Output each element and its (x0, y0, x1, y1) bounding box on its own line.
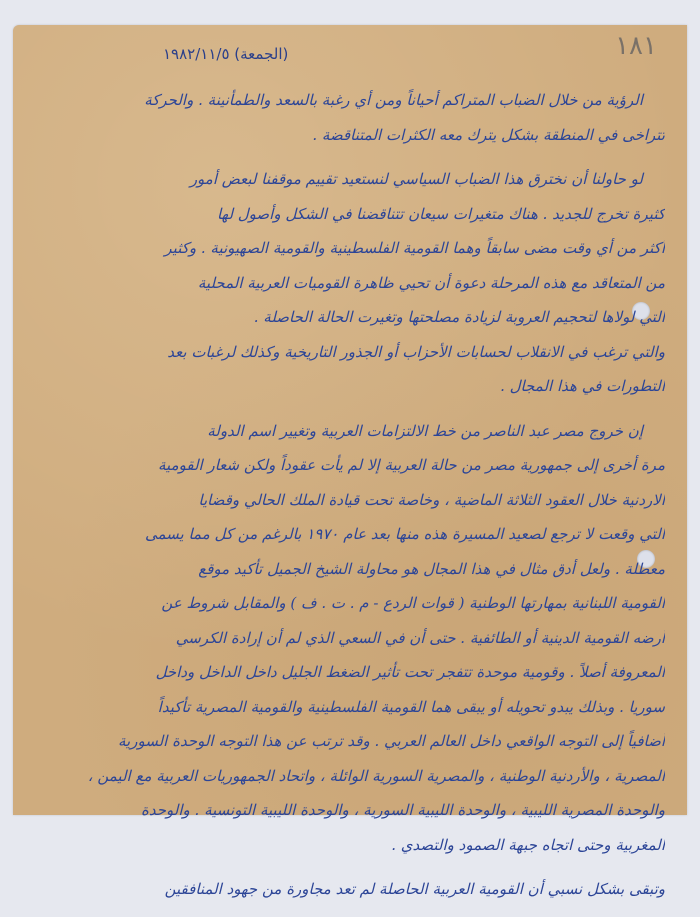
text-line: تتراخى في المنطقة بشكل يترك معه الكثرات المتناقضة . (312, 125, 665, 144)
paragraph (35, 162, 665, 404)
paragraph (35, 83, 665, 152)
paragraph (35, 872, 665, 907)
text-line: لو حاولنا أن نخترق هذا الضباب السياسي لنستعيد تقييم موقفنا لبعض أمور (189, 170, 643, 188)
text-line: سوريا . وبذلك يبدو تحويله أو يبقى هما القومية الفلسطينية والقومية المصرية تأكيداً (157, 697, 665, 716)
text-line: والوحدة المصرية الليبية ، والوحدة الليبية السورية ، والوحدة الليبية التونسية . والوحدة (141, 801, 665, 819)
paragraph (35, 414, 665, 863)
text-line: المصرية ، والأردنية الوطنية ، والمصرية السورية الوائلة ، واتحاد الجمهوريات العربية مع اليمن ، (87, 766, 665, 785)
text-line: أكثر من أي وقت مضى سابقاً وهما القومية الفلسطينية والقومية الصهيونية . وكثير (164, 239, 665, 257)
text-line: معطلة . ولعل أدق مثال في هذا المجال هو محاولة الشيخ الجميل تأكيد موقع (198, 559, 665, 578)
text-line: إن خروج مصر عبد الناصر من خط الالتزامات العربية وتغيير اسم الدولة (207, 421, 643, 440)
manuscript-page (13, 25, 687, 898)
text-line: أرضه القومية الدينية أو الطائفية . حتى أن في السعي الذي لم أن إرادة الكرسي (175, 628, 665, 647)
text-line: الاردنية خلال العقود الثلاثة الماضية ، وخاصة تحت قيادة الملك الحالي وقضايا (198, 490, 665, 509)
text-line: وتبقى بشكل نسبي أن القومية العربية الحاصلة لم تعد مجاورة من جهود المنافقين (164, 880, 665, 898)
text-line: القومية اللبنانية بمهارتها الوطنية ( قوات الردع - م . ت . ف ) والمقابل شروط عن (161, 594, 665, 612)
text-line: التي وقعت لا ترجع لصعيد المسيرة هذه منها بعد عام ١٩٧٠ بالرغم من كل مما يسمى (144, 525, 665, 543)
text-line: الرؤية من خلال الضباب المتراكم أحياناً ومن أي رغبة بالسعد والطمأنينة . والحركة (144, 91, 643, 109)
text-line: أضافياً إلى التوجه الواقعي داخل العالم العربي . وقد ترتب عن هذا التوجه الوحدة السورية (117, 732, 665, 750)
text-line: مرة أخرى إلى جمهورية مصر من حالة العربية إلا لم يأت عقوداً ولكن شعار القومية (158, 456, 665, 474)
text-line: التطورات في هذا المجال . (500, 377, 665, 395)
text-line: المغربية وحتى اتجاه جبهة الصمود والتصدي . (391, 835, 665, 854)
text-line: والتي ترغب في الانقلاب لحسابات الأحزاب أو الجذور التاريخية وكذلك لرغبات بعد (167, 342, 665, 361)
page-number: ١٨١ (615, 31, 657, 61)
text-line: المعروفة أصلاً . وقومية موحدة تتفجر تحت تأثير الضغط الجليل داخل الداخل وداخل (155, 663, 665, 681)
text-line: من المتعاقد مع هذه المرحلة دعوة أن تحيي ظاهرة القوميات العربية المحلية (197, 273, 665, 292)
date-header: (الجمعة) ١٩٨٢/١١/٥ (163, 45, 289, 63)
text-line: كثيرة تخرج للجديد . هناك متغيرات سيعان تتناقضنا في الشكل وأصول لها (216, 204, 665, 223)
handwritten-body (35, 83, 665, 917)
text-line: التي لولاها لتحجيم العروبة لزيادة مصلحتها وتغيرت الحالة الحاصلة . (253, 308, 665, 326)
